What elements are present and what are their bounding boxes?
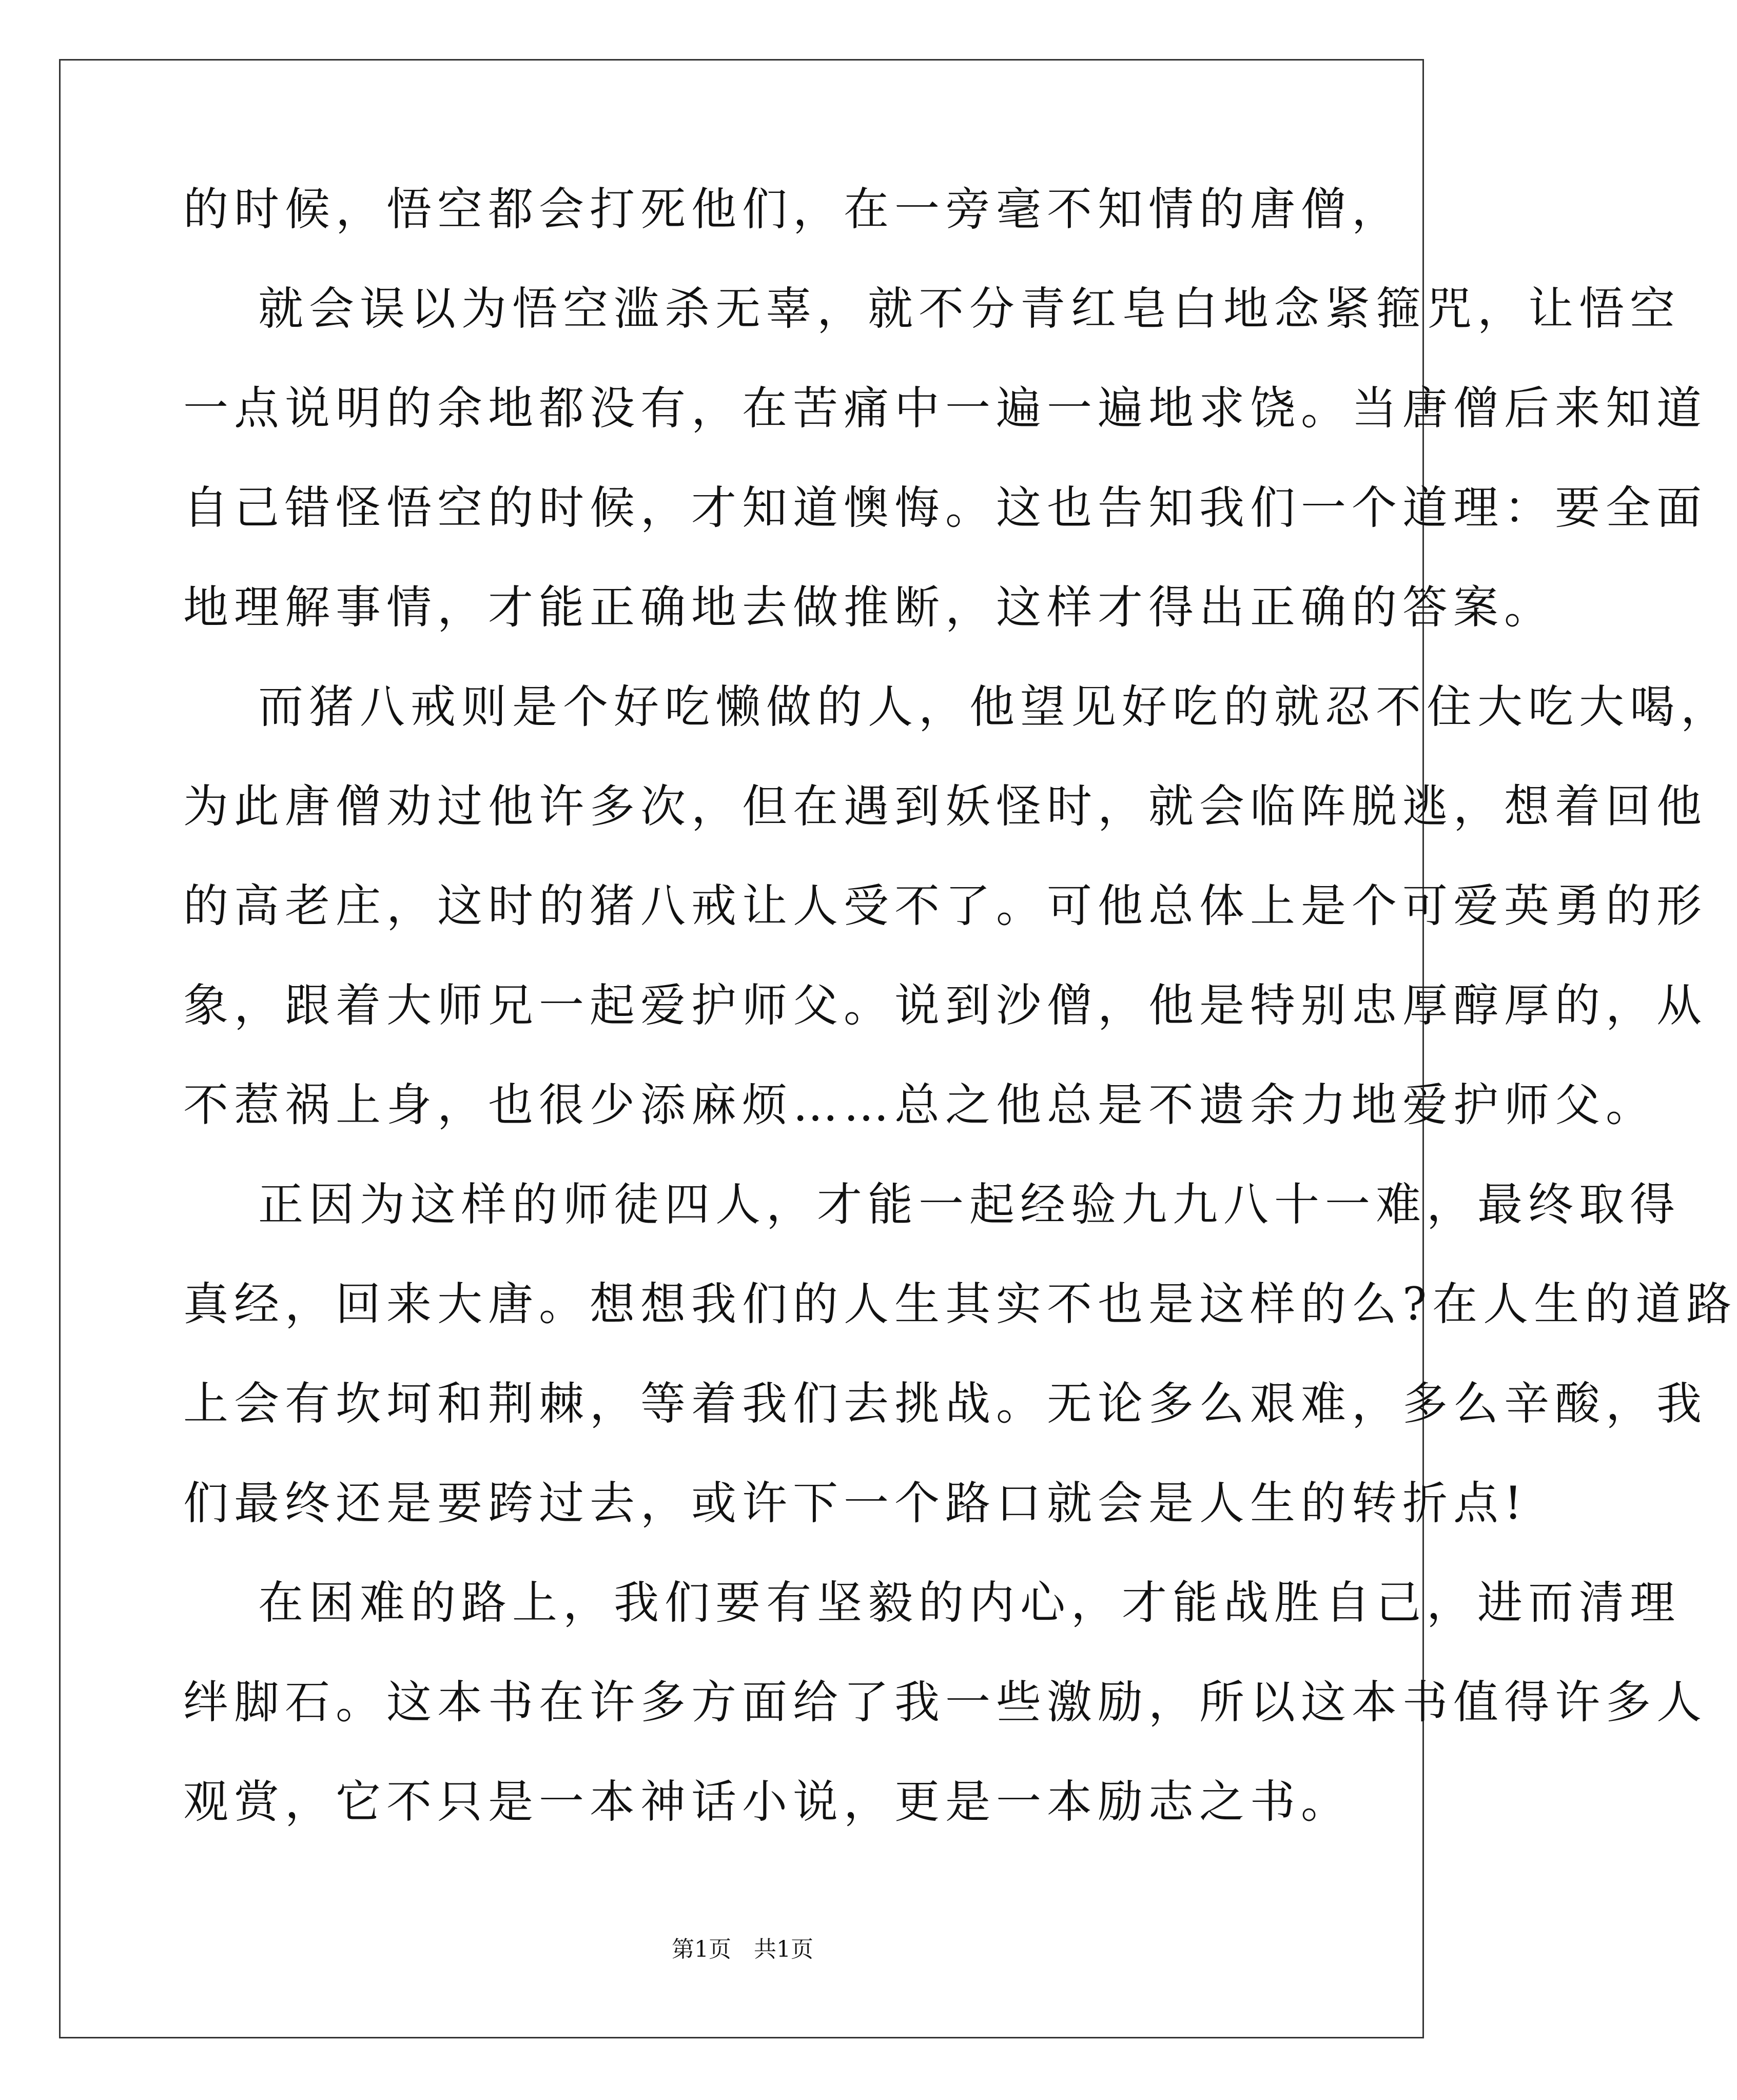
page-footer: 第1页 共1页 [672,1936,813,1962]
text-line-11: 正因为这样的师徒四人，才能一起经验九九八十一难，最终取得 [258,1178,1681,1231]
text-line-4: 自己错怪悟空的时候，才知道懊悔。这也告知我们一个道理：要全面 [183,481,1708,534]
text-line-6: 而猪八戒则是个好吃懒做的人，他望见好吃的就忍不住大吃大喝， [258,680,1732,733]
text-line-1: 的时候，悟空都会打死他们，在一旁毫不知情的唐僧， [183,183,1403,235]
text-line-2: 就会误以为悟空滥杀无辜，就不分青红皂白地念紧箍咒，让悟空 [258,282,1681,335]
text-line-12: 真经，回来大唐。想想我们的人生其实不也是这样的么?在人生的道路 [183,1278,1737,1330]
text-line-16: 绊脚石。这本书在许多方面给了我一些激励，所以这本书值得许多人 [183,1676,1708,1729]
text-line-5: 地理解事情，才能正确地去做推断，这样才得出正确的答案。 [183,581,1555,634]
text-line-14: 们最终还是要跨过去，或许下一个路口就会是人生的转折点! [183,1477,1528,1529]
text-line-13: 上会有坎坷和荆棘，等着我们去挑战。无论多么艰难，多么辛酸，我 [183,1377,1708,1430]
text-line-7: 为此唐僧劝过他许多次，但在遇到妖怪时，就会临阵脱逃，想着回他 [183,780,1708,833]
text-line-10: 不惹祸上身，也很少添麻烦……总之他总是不遗余力地爱护师父。 [183,1078,1657,1131]
page-border [59,59,1424,2038]
text-line-17: 观赏，它不只是一本神话小说，更是一本励志之书。 [183,1775,1352,1828]
text-line-3: 一点说明的余地都没有，在苦痛中一遍一遍地求饶。当唐僧后来知道 [183,382,1708,435]
text-line-15: 在困难的路上，我们要有坚毅的内心，才能战胜自己，进而清理 [258,1576,1681,1629]
text-line-8: 的高老庄，这时的猪八戒让人受不了。可他总体上是个可爱英勇的形 [183,879,1708,932]
text-line-9: 象，跟着大师兄一起爱护师父。说到沙僧，他是特别忠厚醇厚的，从 [183,979,1708,1032]
